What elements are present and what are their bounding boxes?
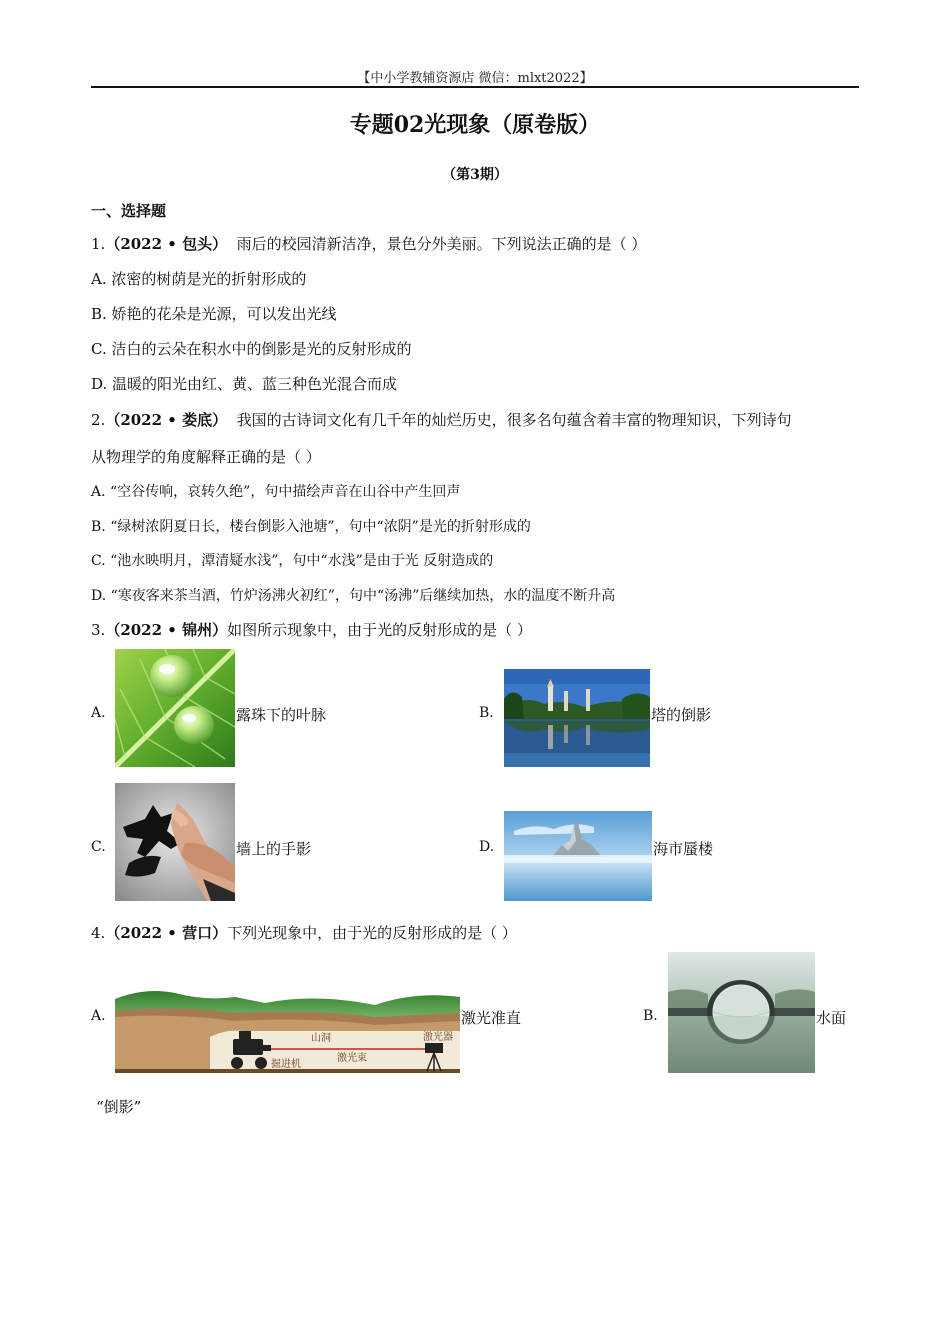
q2-option-c: C. “池水映明月，潭清疑水浅”，句中“水浅”是由于光 反射造成的 (91, 553, 494, 569)
q3-stem: 如图所示现象中，由于光的反射形成的是（ ） (227, 621, 532, 639)
question-4 (91, 922, 517, 943)
q1-source: （2022 • 包头） (105, 235, 228, 253)
laser-tunnel-diagram (115, 983, 460, 1073)
header-divider (91, 86, 859, 88)
label-laser: 激光器 (423, 1032, 453, 1043)
q3-source: （2022 • 锦州） (105, 621, 228, 639)
q3-option-d-caption: 海市蜃楼 (653, 840, 714, 858)
q1-option-b: B. 娇艳的花朵是光源，可以发出光线 (91, 305, 337, 323)
q2-option-d: D. “寒夜客来茶当酒，竹炉汤沸火初红”，句中“汤沸”后继续加热，水的温度不断升高 (91, 588, 616, 604)
mirage-image (504, 811, 652, 901)
q3-option-c-letter: C. (91, 839, 106, 855)
q3-option-a-caption: 露珠下的叶脉 (236, 706, 327, 724)
q1-option-c: C. 洁白的云朵在积水中的倒影是光的反射形成的 (91, 340, 412, 358)
q1-stem: 雨后的校园清新洁净，景色分外美丽。下列说法正确的是（ ） (236, 235, 647, 253)
q1-option-d: D. 温暖的阳光由红、黄、蓝三种色光混合而成 (91, 375, 398, 393)
label-machine: 掘进机 (271, 1059, 301, 1070)
label-tunnel: 山洞 (311, 1033, 331, 1044)
q4-option-b-letter: B. (643, 1008, 658, 1024)
q1-number: 1. (91, 235, 106, 253)
q3-option-a-letter: A. (91, 705, 106, 721)
question-2 (91, 409, 792, 430)
q2-stem-line2: 从物理学的角度解释正确的是（ ） (91, 448, 321, 466)
q2-source: （2022 • 娄底） (105, 411, 228, 429)
label-beam: 激光束 (337, 1053, 367, 1064)
q4-source: （2022 • 营口） (105, 924, 228, 942)
bridge-reflection-image (668, 952, 815, 1073)
q3-option-b-letter: B. (479, 705, 494, 721)
hand-shadow-image (115, 783, 235, 901)
q4-stem: 下列光现象中，由于光的反射形成的是（ ） (227, 924, 517, 942)
q2-stem-line1: 我国的古诗词文化有几千年的灿烂历史，很多名句蕴含着丰富的物理知识，下列诗句 (236, 411, 792, 429)
q4-number: 4. (91, 924, 106, 942)
q3-option-d-letter: D. (479, 839, 495, 855)
q4-option-a-letter: A. (91, 1008, 106, 1024)
section-heading: 一、选择题 (91, 202, 167, 220)
issue-number: （第3期） (442, 167, 508, 183)
q4-option-b-caption-continued: “倒影” (96, 1098, 142, 1116)
leaf-dew-image (115, 649, 235, 767)
q4-option-a-caption: 激光准直 (461, 1009, 522, 1027)
q2-option-a: A. “空谷传响，哀转久绝”，句中描绘声音在山谷中产生回声 (91, 484, 461, 500)
document-title: 专题02光现象（原卷版） (349, 112, 601, 138)
question-3 (91, 619, 532, 640)
q1-option-a: A. 浓密的树荫是光的折射形成的 (91, 270, 307, 288)
q3-option-c-caption: 墙上的手影 (236, 840, 312, 858)
q3-option-b-caption: 塔的倒影 (651, 706, 712, 724)
q4-option-b-caption: 水面 (816, 1009, 847, 1027)
q2-option-b: B. “绿树浓阴夏日长，楼台倒影入池塘”，句中“浓阴”是光的折射形成的 (91, 519, 531, 535)
q3-number: 3. (91, 621, 106, 639)
pagoda-reflection-image (504, 669, 650, 767)
q2-number: 2. (91, 411, 106, 429)
page-header-source: 【中小学教辅资源店 微信：mlxt2022】 (357, 71, 593, 86)
question-1 (91, 233, 646, 254)
